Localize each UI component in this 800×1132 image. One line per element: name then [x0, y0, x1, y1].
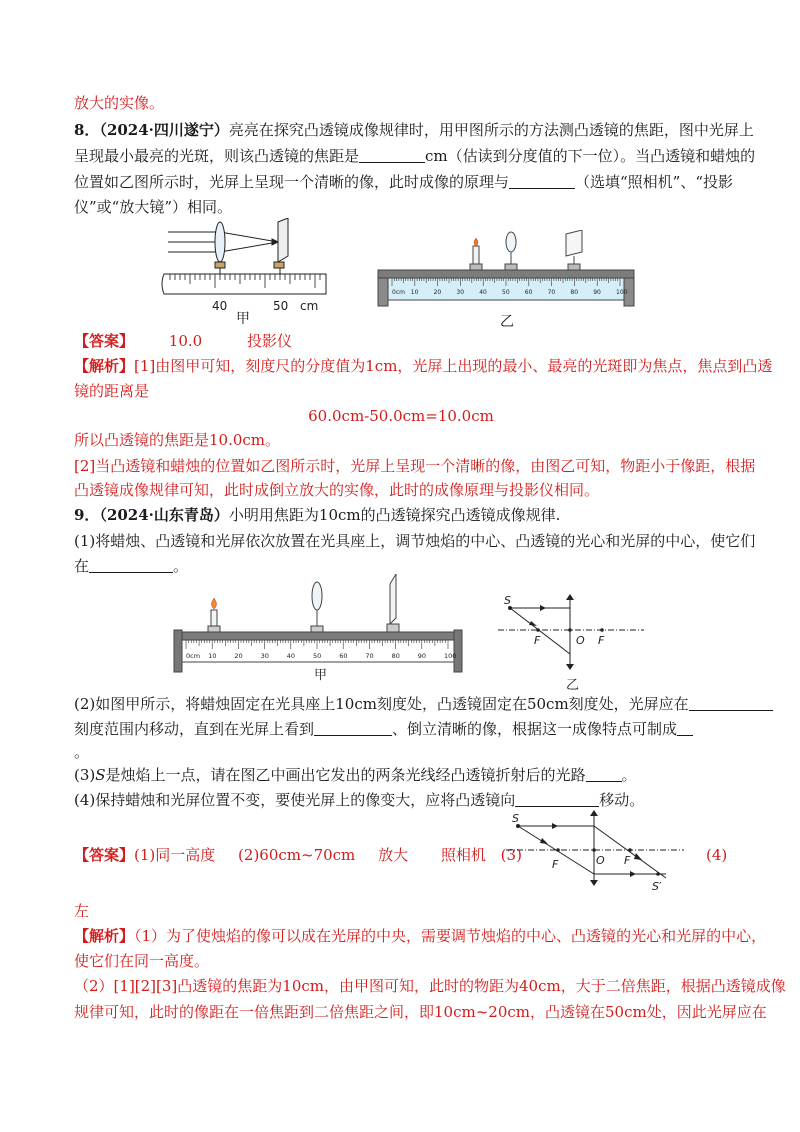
q8-line3: [74, 171, 734, 193]
ruler-label-2: 20: [433, 289, 442, 296]
q8-analysis-line2: [74, 380, 728, 402]
q8-line2: [74, 145, 756, 167]
q9-answer-label: 【答案】: [74, 846, 135, 864]
q9-yi-F1: F: [534, 634, 541, 647]
q8-jia-tick-50: 50: [273, 299, 289, 313]
q9-blank-6[interactable]: [515, 790, 599, 807]
q9-ans2: (2)60cm~70cm: [238, 846, 356, 864]
q9-p1b: 在: [74, 557, 90, 575]
ruler-label-10: 100: [616, 289, 628, 296]
ruler-label-7: 70: [547, 289, 556, 296]
q9-answer-line2: [74, 900, 728, 922]
q9-p2b1: 刻度范围内移动，直到在光屏上看到: [74, 720, 315, 738]
q9-p2-line1: [74, 693, 728, 715]
q9-p3a: (3): [74, 766, 96, 784]
q9-p3b: 是烛焰上一点，请在图乙中画出它发出的两条光线经凸透镜折射后的光路: [105, 766, 586, 784]
ruler-label-6: 60: [524, 289, 533, 296]
q9-a1b: 使它们在同一高度。: [74, 952, 210, 970]
q8-text-4: 仪”或“放大镜”）相同。: [74, 198, 233, 216]
q8-jia-label: 甲: [236, 311, 250, 327]
q9-p1a: (1)将蜡烛、凸透镜和光屏依次放置在光具座上，调节烛焰的中心、凸透镜的光心和光屏的中心，使它们: [74, 532, 756, 550]
q9-line1: [74, 504, 728, 526]
q9-p2-line2: [74, 718, 728, 740]
q8-text-2a: 呈现最小最亮的光斑，则该凸透镜的焦距是: [74, 147, 360, 165]
q8-yi-label: 乙: [500, 314, 514, 330]
q9-ans5: (3): [500, 846, 522, 864]
q8-figure-yi: [376, 230, 636, 312]
q8-jia-tick-40: 40: [212, 299, 228, 313]
q8-line4: [74, 196, 728, 218]
ruler-label-2: 20: [234, 652, 243, 660]
q9-blank-2[interactable]: [689, 694, 773, 711]
q9-analysis-line2: [74, 950, 728, 972]
q8-analysis-1c: 所以凸透镜的焦距是10.0cm。: [74, 431, 281, 449]
q9-yi-O: O: [576, 634, 585, 647]
ruler-label-8: 80: [570, 289, 579, 296]
q9-analysis-line1: [74, 925, 767, 947]
ruler-label-6: 60: [339, 652, 348, 660]
q8-source: （2024·四川遂宁）: [99, 121, 229, 139]
q9-number: 9．: [74, 506, 100, 524]
q8-text-3b: （选填“照相机”、“投影: [575, 173, 734, 191]
q9-yi-F2: F: [598, 634, 605, 647]
q9-p2a: (2)如图甲所示，将蜡烛固定在光具座上10cm刻度处，凸透镜固定在50cm刻度处，光屏应在: [74, 695, 689, 713]
q9-blank-1[interactable]: [89, 556, 173, 573]
q9-a2b: 规律可知，此时的像距在一倍焦距到二倍焦距之间，即10cm~20cm，凸透镜在50cm处，因此光屏应在: [74, 1003, 767, 1021]
q8-analysis-1a: [1]由图甲可知，刻度尺的分度值为1cm，光屏上出现的最小、最亮的光斑即为焦点，焦点到凸透: [134, 357, 773, 375]
q9-ans-fig-F1: F: [552, 858, 559, 871]
q9-p3c: 。: [621, 766, 637, 784]
ruler-label-9: 90: [593, 289, 601, 296]
q9-ans-fig-O: O: [596, 854, 605, 867]
q9-yi-S: S: [504, 594, 511, 607]
q9-a1a: （1）为了使烛焰的像可以成在光屏的中央，需要调节烛焰的中心、凸透镜的光心和光屏的中心，: [134, 927, 767, 945]
ruler-label-4: 40: [479, 289, 487, 296]
q9-ans4: 照相机: [440, 846, 486, 864]
q8-analysis-line5: [74, 479, 728, 501]
q9-p2c: 。: [74, 743, 90, 761]
q8-analysis-eq: 60.0cm-50.0cm=10.0cm: [308, 407, 494, 425]
q9-jia-label: 甲: [314, 668, 328, 683]
q9-source: （2024·山东青岛）: [99, 506, 229, 524]
q8-blank-2[interactable]: [509, 172, 575, 189]
q9-ans-fig-F2: F: [624, 854, 631, 867]
q9-answer-figure: [506, 808, 686, 890]
q8-number: 8．: [74, 121, 100, 139]
q8-text-3a: 位置如乙图所示时，光屏上呈现一个清晰的像，此时成像的原理与: [74, 173, 510, 191]
q8-answer-label: 【答案】: [74, 332, 135, 350]
q9-ans3: 放大: [378, 846, 409, 864]
q9-figure-yi: [498, 592, 646, 680]
q9-p3-s: S: [95, 766, 106, 784]
q9-analysis-line3: [74, 975, 786, 997]
q9-p1-line1: [74, 530, 756, 552]
q8-text-2b: cm（估读到分度值的下一位）。当凸透镜和蜡烛的: [425, 147, 756, 165]
q9-p2b2: 、倒立清晰的像，根据这一成像特点可制成: [392, 720, 678, 738]
intro-text: 放大的实像。: [74, 94, 165, 112]
ruler-label-1: 10: [410, 289, 419, 296]
q9-a2a: （2）[1][2][3]凸透镜的焦距为10cm，由甲图可知，此时的物距为40cm，大于二倍焦距，根据凸透镜成像: [74, 977, 786, 995]
q8-answer-line: [74, 330, 728, 352]
q9-yi-label: 乙: [566, 678, 580, 693]
ruler-label-0: 0cm: [392, 289, 405, 296]
q8-text-1: 亮亮在探究凸透镜成像规律时，用甲图所示的方法测凸透镜的焦距，图中光屏上: [228, 121, 754, 139]
q8-blank-1[interactable]: [359, 146, 425, 163]
ruler-label-0: 0cm: [186, 652, 201, 660]
q8-analysis-2a: [2]当凸透镜和蜡烛的位置如乙图所示时，光屏上呈现一个清晰的像，由图乙可知，物距小于像距，根据: [74, 457, 756, 475]
q8-line1: [74, 119, 754, 141]
q8-analysis-1b: 镜的距离是: [74, 382, 150, 400]
q9-ans7: 左: [74, 902, 90, 920]
ruler-label-7: 70: [365, 652, 374, 660]
q9-p3-line: [74, 764, 728, 786]
q8-analysis-line1: [74, 355, 773, 377]
ruler-label-9: 90: [417, 652, 427, 660]
q9-analysis-line4: [74, 1001, 767, 1023]
q9-p2-line3: [74, 741, 728, 763]
q9-p4a: (4)保持蜡烛和光屏位置不变，要使光屏上的像变大，应将凸透镜向: [74, 791, 516, 809]
q8-jia-unit: cm: [300, 299, 319, 313]
q8-answer-2: 投影仪: [246, 332, 292, 350]
q8-answer-1: 10.0: [168, 332, 203, 350]
ruler-label-3: 30: [260, 652, 269, 660]
q9-p1c: 。: [173, 557, 189, 575]
q9-ans1: (1)同一高度: [134, 846, 216, 864]
intro-line: [74, 92, 728, 114]
q9-stem: 小明用焦距为10cm的凸透镜探究凸透镜成像规律.: [228, 506, 561, 524]
q9-ans-fig-S: S: [512, 812, 519, 825]
q9-blank-3[interactable]: [314, 719, 392, 736]
q9-ans-fig-S-prime: S′: [652, 880, 662, 890]
ruler-label-5: 50: [313, 652, 322, 660]
q9-ans6: (4): [706, 846, 728, 864]
q9-p4b: 移动。: [599, 791, 645, 809]
q9-blank-4[interactable]: [677, 719, 693, 736]
ruler-label-5: 50: [502, 289, 510, 296]
q8-analysis-label: 【解析】: [74, 357, 135, 375]
ruler-label-8: 80: [391, 652, 400, 660]
q8-analysis-line3: [74, 429, 728, 451]
q8-analysis-equation: [74, 405, 728, 427]
ruler-label-3: 30: [456, 289, 465, 296]
q8-analysis-2b: 凸透镜成像规律可知，此时成倒立放大的实像，此时的成像原理与投影仪相同。: [74, 481, 600, 499]
q8-analysis-line4: [74, 455, 756, 477]
ruler-label-10: 100: [444, 652, 457, 660]
ruler-label-1: 10: [208, 652, 217, 660]
q9-blank-5[interactable]: [586, 765, 622, 782]
q9-analysis-label: 【解析】: [74, 927, 135, 945]
ruler-label-4: 40: [286, 652, 296, 660]
q9-figure-jia: [172, 574, 464, 674]
